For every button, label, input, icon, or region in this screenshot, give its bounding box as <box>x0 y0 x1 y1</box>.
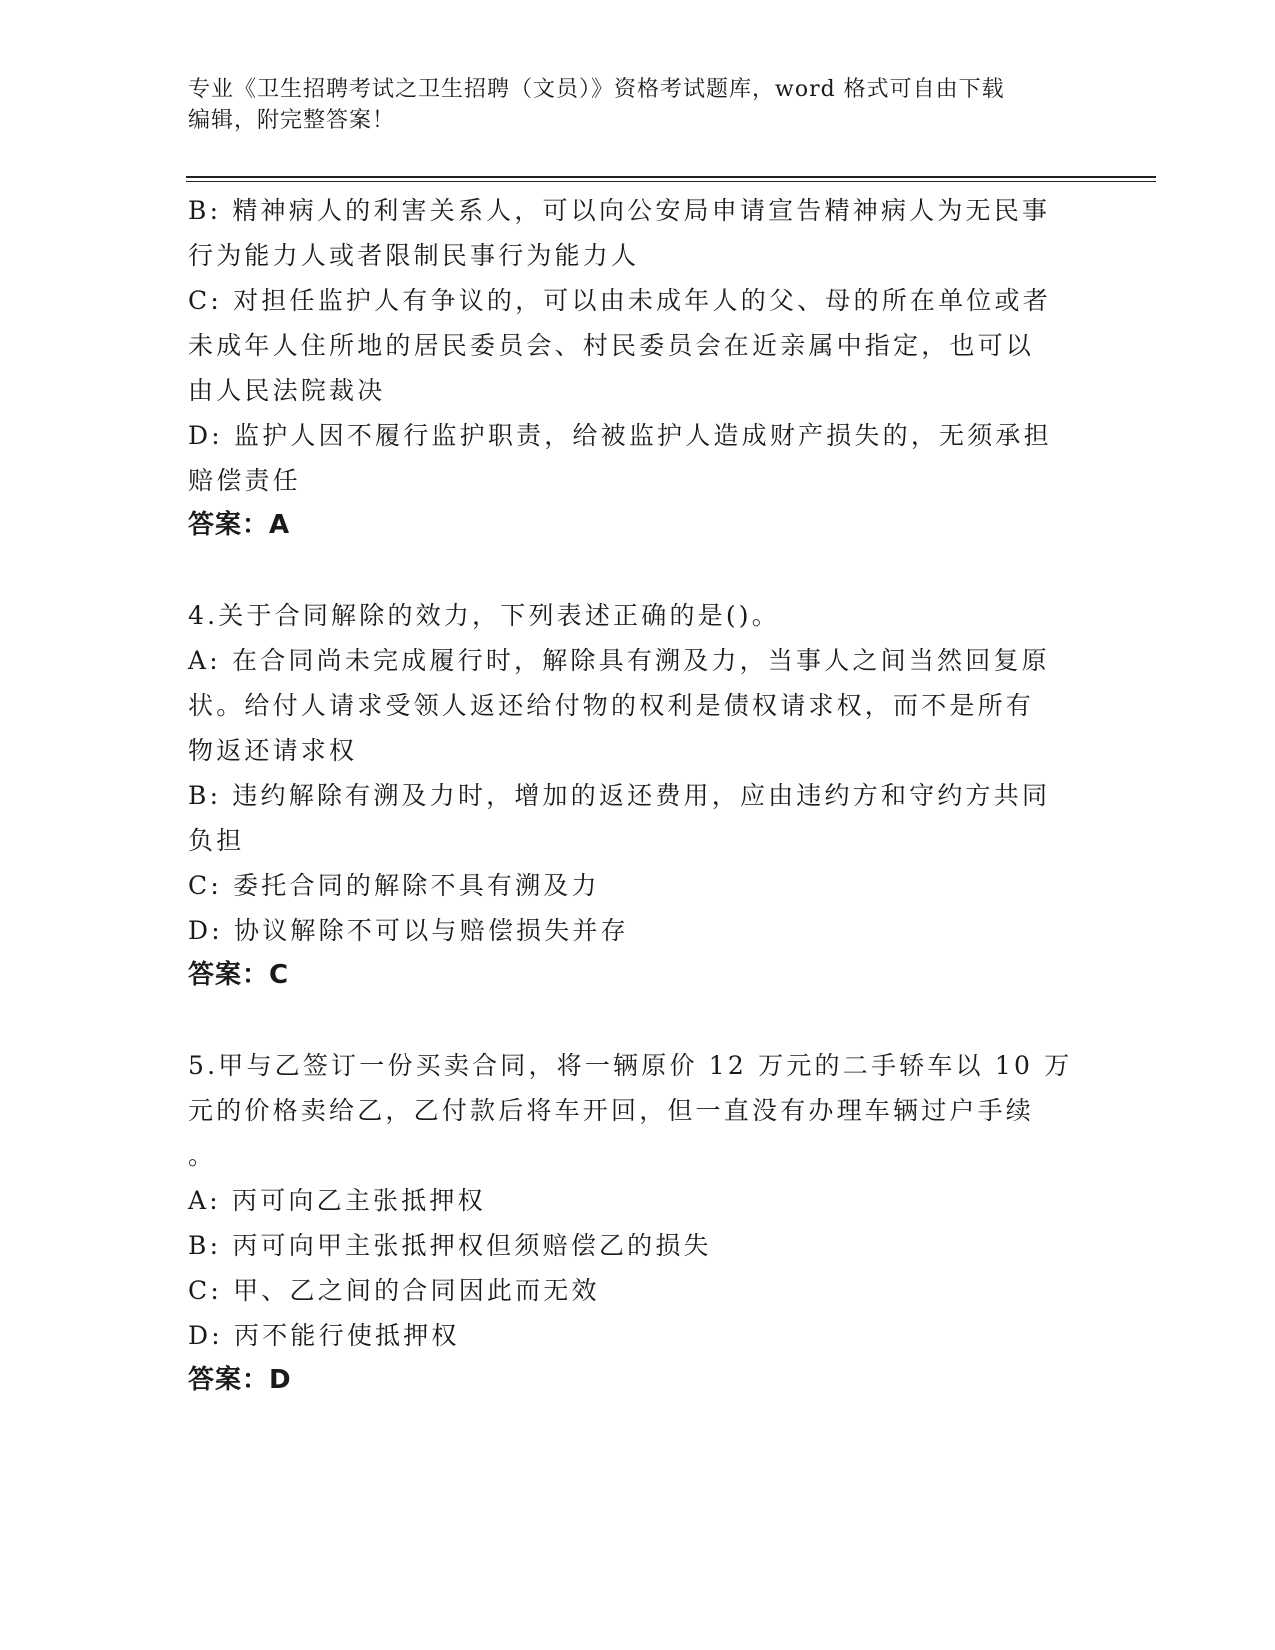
document-header <box>188 74 1068 136</box>
q3-option-d <box>188 413 1078 503</box>
spacer <box>188 548 1078 593</box>
q4-option-d: D: 协议解除不可以与赔偿损失并存 <box>188 916 629 945</box>
spacer <box>188 998 1078 1043</box>
q5-stem-line-2: 元的价格卖给乙，乙付款后将车开回，但一直没有办理车辆过户手续 <box>188 1096 1035 1125</box>
q4-option-a <box>188 638 1078 773</box>
q4-option-b-line-1: B: 违约解除有溯及力时，增加的返还费用，应由违约方和守约方共同 <box>188 781 1051 810</box>
q5-answer: 答案：D <box>188 1365 292 1395</box>
q4-option-a-line-3: 物返还请求权 <box>188 736 358 765</box>
q5-stem <box>188 1043 1078 1178</box>
header-line-2: 编辑，附完整答案！ <box>188 108 396 133</box>
header-divider-thick <box>186 176 1156 178</box>
question-content <box>188 188 1078 1403</box>
q5-stem-line-3: 。 <box>188 1141 217 1170</box>
q3-option-b-line-1: B: 精神病人的利害关系人，可以向公安局申请宣告精神病人为无民事 <box>188 196 1051 225</box>
q3-answer: 答案：A <box>188 510 291 540</box>
q5-option-a: A: 丙可向乙主张抵押权 <box>188 1186 486 1215</box>
q4-option-c: C: 委托合同的解除不具有溯及力 <box>188 871 600 900</box>
q4-option-b <box>188 773 1078 863</box>
q4-option-a-line-1: A: 在合同尚未完成履行时，解除具有溯及力，当事人之间当然回复原 <box>188 646 1050 675</box>
q3-option-b <box>188 188 1078 278</box>
q4-stem: 4.关于合同解除的效力，下列表述正确的是()。 <box>188 601 780 630</box>
q5-option-d: D: 丙不能行使抵押权 <box>188 1321 460 1350</box>
header-line-1: 专业《卫生招聘考试之卫生招聘（文员）》资格考试题库，word 格式可自由下载 <box>188 77 1005 102</box>
q4-option-b-line-2: 负担 <box>188 826 245 855</box>
q4-answer: 答案：C <box>188 960 290 990</box>
q4-option-a-line-2: 状。给付人请求受领人返还给付物的权利是债权请求权，而不是所有 <box>188 691 1035 720</box>
q5-stem-line-1: 5.甲与乙签订一份买卖合同，将一辆原价 12 万元的二手轿车以 10 万 <box>188 1051 1073 1080</box>
q3-option-c-line-3: 由人民法院裁决 <box>188 376 386 405</box>
q3-option-c-line-1: C: 对担任监护人有争议的，可以由未成年人的父、母的所在单位或者 <box>188 286 1051 315</box>
q5-option-b: B: 丙可向甲主张抵押权但须赔偿乙的损失 <box>188 1231 712 1260</box>
q3-option-c <box>188 278 1078 413</box>
q3-option-c-line-2: 未成年人住所地的居民委员会、村民委员会在近亲属中指定，也可以 <box>188 331 1035 360</box>
header-divider-thin <box>186 181 1156 182</box>
q3-option-d-line-1: D: 监护人因不履行监护职责，给被监护人造成财产损失的，无须承担 <box>188 421 1052 450</box>
q3-option-b-line-2: 行为能力人或者限制民事行为能力人 <box>188 241 640 270</box>
q5-option-c: C: 甲、乙之间的合同因此而无效 <box>188 1276 600 1305</box>
q3-option-d-line-2: 赔偿责任 <box>188 466 301 495</box>
